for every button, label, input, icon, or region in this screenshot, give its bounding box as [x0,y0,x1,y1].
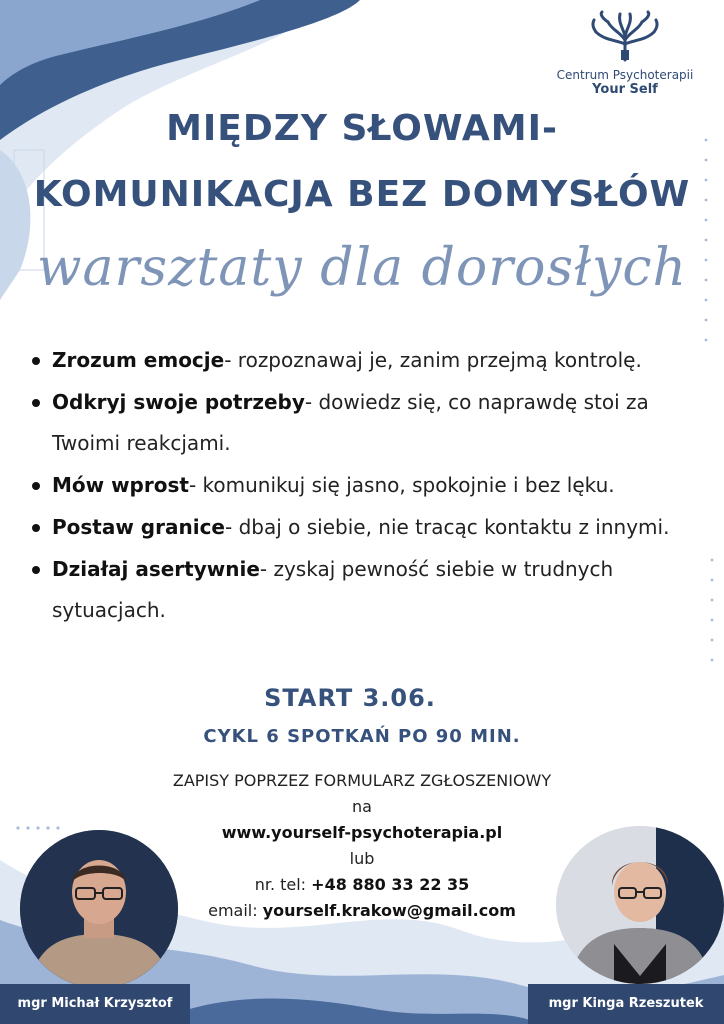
bullet-text: - zyskaj pewność siebie w trudnych sytuacjach. [52,557,614,622]
bullet-bold: Działaj asertywnie [52,557,260,581]
signup-intro: ZAPISY POPRZEZ FORMULARZ ZGŁOSZENIOWY na [172,771,552,816]
bullet-bold: Zrozum emocje [52,348,225,372]
benefits-list [30,340,710,632]
bullet-bold: Postaw granice [52,515,225,539]
list-item [30,549,710,631]
name-tag-michal: mgr Michał Krzysztof [0,984,190,1024]
start-date: START 3.06. [264,684,436,712]
contact-block [172,768,552,924]
email-link[interactable]: yourself.krakow@gmail.com [262,901,516,920]
title-line-1: MIĘDZY SŁOWAMI- [166,108,558,149]
avatar-kinga [556,826,724,984]
tree-icon [590,10,660,62]
bullet-text: - komunikuj się jasno, spokojnie i bez lęku. [188,473,615,497]
subtitle: warsztaty dla dorosłych [37,238,687,298]
or-text: lub [349,849,375,868]
phone-label: nr. tel: [254,875,312,894]
bullet-text: - dowiedz się, co naprawdę stoi za Twoimi reakcjami. [52,390,649,455]
person-icon [20,830,178,988]
website-link[interactable]: www.yourself-psychoterapia.pl [221,823,503,842]
list-item [30,382,710,464]
list-item [30,340,710,381]
bullet-bold: Mów wprost [52,473,189,497]
list-item [30,507,710,548]
bullet-text: - dbaj o siebie, nie tracąc kontaktu z innymi. [225,515,670,539]
email-label: email: [208,901,263,920]
cycle-info: CYKL 6 SPOTKAŃ PO 90 MIN. [203,726,521,747]
phone-number[interactable]: +48 880 33 22 35 [311,875,470,894]
name-tag-kinga: mgr Kinga Rzeszutek [528,984,724,1024]
logo [540,10,710,97]
avatar-michal [20,830,178,988]
person-icon [556,826,724,984]
title-line-2: KOMUNIKACJA BEZ DOMYSŁÓW [33,174,691,215]
logo-line-2: Your Self [592,82,658,97]
logo-line-1: Centrum Psychoterapii [556,68,694,82]
bullet-bold: Odkryj swoje potrzeby [52,390,305,414]
list-item [30,465,710,506]
bullet-text: - rozpoznawaj je, zanim przejmą kontrolę. [224,348,642,372]
